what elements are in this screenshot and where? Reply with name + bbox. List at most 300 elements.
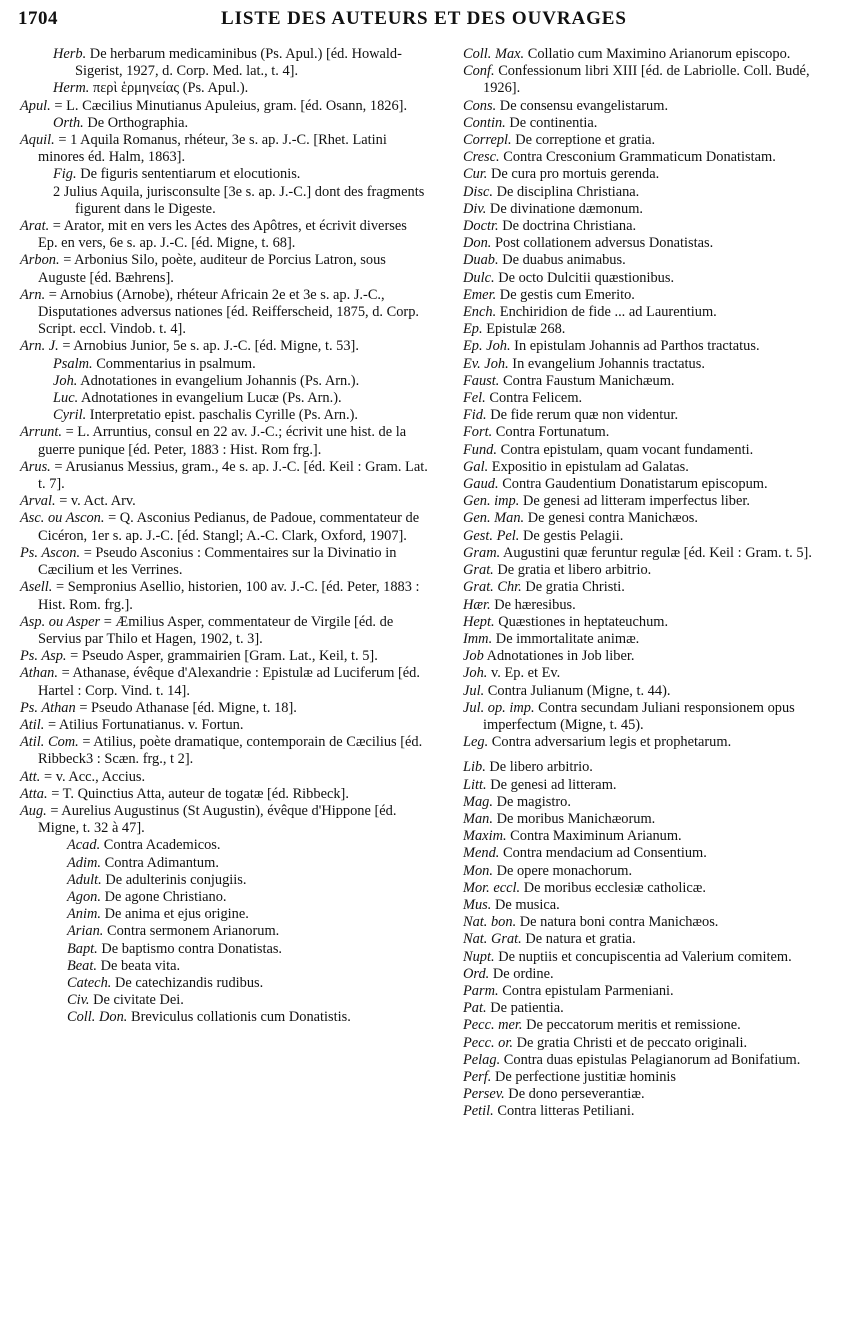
- index-entry: [463, 1069, 843, 1086]
- entry-abbreviation: Cur.: [463, 166, 488, 183]
- index-entry: [463, 201, 843, 218]
- entry-text: Contra Fortunatum.: [495, 424, 610, 441]
- entry-text: De cura pro mortuis gerenda.: [491, 166, 660, 183]
- entry-text: Contra Cresconium Grammaticum Donatistam.: [503, 149, 776, 166]
- entry-text: De agone Christiano.: [104, 888, 227, 905]
- entry-text: De patientia.: [490, 1000, 564, 1017]
- entry-text: = Atilius, poète dramatique, contemporain de Cæcilius [éd. Ribbeck3 : Scæn. frg., t 2].: [38, 734, 423, 768]
- entry-text: De natura boni contra Manichæos.: [519, 914, 719, 931]
- index-entry: [20, 356, 428, 373]
- entry-abbreviation: Parm.: [463, 982, 499, 999]
- index-entry: [20, 115, 428, 132]
- index-entry: [20, 855, 428, 872]
- entry-text: Adnotationes in evangelium Johannis (Ps. Arn.).: [80, 372, 360, 389]
- index-entry: [463, 115, 843, 132]
- index-entry: [463, 166, 843, 183]
- index-entry: [20, 184, 428, 218]
- entry-text: Contra epistulam Parmeniani.: [502, 982, 674, 999]
- index-entry: [20, 132, 428, 166]
- entry-text: De genesi ad litteram imperfectus liber.: [522, 493, 750, 510]
- index-entry: [20, 665, 428, 699]
- entry-abbreviation: Mor. eccl.: [463, 879, 521, 896]
- entry-abbreviation: Mon.: [463, 862, 493, 879]
- entry-text: De moribus ecclesiæ catholicæ.: [523, 879, 706, 896]
- entry-text: Contra adversarium legis et prophetarum.: [491, 734, 732, 751]
- entry-abbreviation: Athan.: [20, 665, 58, 682]
- entry-text: Contra litteras Petiliani.: [497, 1103, 635, 1120]
- index-entry: [463, 734, 843, 751]
- index-entry: [463, 149, 843, 166]
- entry-text: = Arator, mit en vers les Actes des Apôtres, et écrivit diverses Ep. en vers, 6e s. ap. J.-C. [éd. Migne, t. 68].: [38, 218, 407, 252]
- entry-abbreviation: Fund.: [463, 441, 497, 458]
- index-entry: [463, 828, 843, 845]
- index-entry: [463, 132, 843, 149]
- entry-abbreviation: Mus.: [463, 896, 492, 913]
- entry-abbreviation: Gaud.: [463, 476, 499, 493]
- entry-text: = L. Cæcilius Minutianus Apuleius, gram. [éd. Osann, 1826].: [54, 97, 408, 114]
- entry-text: = L. Arruntius, consul en 22 av. J.-C.; écrivit une hist. de la guerre punique [éd. Peter, 1883 : Hist. Rom frg.].: [38, 424, 407, 458]
- index-entry: [20, 459, 428, 493]
- entry-abbreviation: Anim.: [67, 906, 101, 923]
- entry-text: = 1 Aquila Romanus, rhéteur, 3e s. ap. J.-C. [Rhet. Latini minores éd. Halm, 1863].: [38, 132, 387, 166]
- entry-text: = Pseudo Asconius : Commentaires sur la Divinatio in Cæcilium et les Verrines.: [38, 544, 397, 579]
- entry-text: De libero arbitrio.: [489, 759, 593, 776]
- entry-abbreviation: Fig.: [53, 166, 77, 183]
- index-entry: [463, 966, 843, 983]
- index-entry: [20, 614, 428, 648]
- entry-text: = v. Act. Arv.: [59, 493, 136, 510]
- index-entry: [463, 983, 843, 1000]
- entry-text: Quæstiones in heptateuchum.: [498, 613, 669, 630]
- entry-abbreviation: Beat.: [67, 957, 97, 974]
- entry-text: Augustini quæ feruntur regulæ [éd. Keil : Gram. t. 5].: [503, 544, 812, 561]
- entry-abbreviation: Att.: [20, 768, 41, 785]
- entry-abbreviation: Adim.: [67, 854, 101, 871]
- entry-text: De fide rerum quæ non videntur.: [490, 407, 679, 424]
- index-entry: [20, 390, 428, 407]
- entry-abbreviation: Disc.: [463, 183, 493, 200]
- index-entry: [20, 252, 428, 286]
- entry-text: De moribus Manichæorum.: [496, 810, 656, 827]
- entry-text: Breviculus collationis cum Donatistis.: [130, 1009, 351, 1026]
- entry-abbreviation: Persev.: [463, 1086, 505, 1103]
- entry-abbreviation: Gen. imp.: [463, 493, 520, 510]
- entry-abbreviation: Lib.: [463, 759, 486, 776]
- index-entry: [463, 579, 843, 596]
- left-column: [20, 46, 428, 1027]
- index-entry: [463, 63, 843, 97]
- index-entry: [463, 510, 843, 527]
- entry-abbreviation: Orth.: [53, 114, 84, 131]
- entry-abbreviation: Coll. Don.: [67, 1009, 128, 1026]
- index-entry: [463, 459, 843, 476]
- index-entry: [463, 880, 843, 897]
- index-entry: [20, 906, 428, 923]
- entry-abbreviation: Ps. Athan: [20, 699, 76, 716]
- index-entry: [20, 700, 428, 717]
- entry-abbreviation: Contin.: [463, 114, 506, 131]
- entry-text: De gratia Christi et de peccato originali.: [516, 1034, 748, 1051]
- index-entry: [463, 493, 843, 510]
- index-entry: [20, 545, 428, 579]
- index-entry: [463, 1017, 843, 1034]
- entry-abbreviation: Herb.: [53, 46, 87, 62]
- index-entry: [463, 184, 843, 201]
- index-entry: [20, 407, 428, 424]
- index-entry: [463, 811, 843, 828]
- entry-abbreviation: Atil. Com.: [20, 734, 79, 751]
- entry-text: = Pseudo Asper, grammairien [Gram. Lat., Keil, t. 5].: [70, 648, 378, 665]
- entry-text: = Æmilius Asper, commentateur de Virgile [éd. de Servius par Thilo et Hagen, 1902, t. 3].: [38, 613, 394, 647]
- index-entry: [463, 1103, 843, 1120]
- entry-text: In epistulam Johannis ad Parthos tractatus.: [514, 338, 760, 355]
- entry-text: De anima et ejus origine.: [104, 906, 249, 923]
- entry-text: De ordine.: [492, 965, 554, 982]
- entry-abbreviation: Cyril.: [53, 407, 87, 424]
- index-entry: [463, 777, 843, 794]
- entry-abbreviation: Perf.: [463, 1068, 492, 1085]
- entry-text: Collatio cum Maximino Arianorum episcopo.: [527, 46, 791, 62]
- entry-text: De genesi ad litteram.: [490, 776, 617, 793]
- entry-text: = Athanase, évêque d'Alexandrie : Epistulæ ad Luciferum [éd. Hartel : Corp. Vind. t. 14].: [38, 665, 420, 699]
- entry-abbreviation: Pecc. mer.: [463, 1017, 523, 1034]
- index-entry: [20, 872, 428, 889]
- entry-abbreviation: Joh.: [463, 665, 488, 682]
- entry-abbreviation: Correpl.: [463, 132, 512, 149]
- index-entry: [20, 373, 428, 390]
- entry-text: De gratia Christi.: [525, 579, 625, 596]
- entry-text: Post collationem adversus Donatistas.: [495, 235, 714, 252]
- entry-text: De musica.: [495, 896, 560, 913]
- entry-abbreviation: Faust.: [463, 372, 500, 389]
- index-entry: [463, 914, 843, 931]
- entry-abbreviation: Asc. ou Ascon.: [20, 510, 105, 527]
- index-entry: [463, 897, 843, 914]
- entry-abbreviation: Ps. Asp.: [20, 648, 67, 665]
- entry-text: Contra sermonem Arianorum.: [107, 923, 280, 940]
- entry-abbreviation: Arrunt.: [20, 424, 62, 441]
- entry-abbreviation: Emer.: [463, 286, 497, 303]
- entry-text: De consensu evangelistarum.: [499, 97, 669, 114]
- entry-abbreviation: Mend.: [463, 845, 500, 862]
- entry-text: In evangelium Johannis tractatus.: [512, 355, 705, 372]
- entry-text: De continentia.: [509, 114, 598, 131]
- entry-abbreviation: Cresc.: [463, 149, 500, 166]
- index-entry: [20, 1009, 428, 1026]
- entry-text: De duabus animabus.: [502, 252, 626, 269]
- entry-text: De natura et gratia.: [525, 931, 636, 948]
- entry-text: = T. Quinctius Atta, auteur de togatæ [éd. Ribbeck].: [51, 785, 349, 802]
- index-entry: [463, 1052, 843, 1069]
- entry-abbreviation: Mag.: [463, 793, 493, 810]
- index-entry: [20, 46, 428, 80]
- entry-abbreviation: Atil.: [20, 716, 45, 733]
- entry-text: = v. Acc., Accius.: [44, 768, 146, 785]
- index-entry: [463, 98, 843, 115]
- index-entry: [20, 786, 428, 803]
- index-entry: [20, 579, 428, 613]
- page-number: 1704: [18, 8, 58, 29]
- index-entry: [463, 648, 843, 665]
- entry-text: Adnotationes in Job liber.: [486, 648, 635, 665]
- entry-text: De hæresibus.: [494, 596, 576, 613]
- index-entry: [463, 235, 843, 252]
- entry-text: Contra Academicos.: [103, 837, 221, 854]
- index-entry: [463, 304, 843, 321]
- entry-text: De magistro.: [496, 793, 571, 810]
- entry-text: v. Ep. et Ev.: [491, 665, 561, 682]
- entry-abbreviation: Dulc.: [463, 269, 495, 286]
- entry-abbreviation: Grat.: [463, 562, 494, 579]
- entry-text: Confessionum libri XIII [éd. de Labriolle. Coll. Budé, 1926].: [483, 63, 810, 97]
- entry-abbreviation: Acad.: [67, 837, 101, 854]
- entry-text: = Aurelius Augustinus (St Augustin), évêque d'Hippone [éd. Migne, t. 32 à 47].: [38, 802, 397, 837]
- entry-text: Contra Felicem.: [489, 390, 583, 407]
- entry-abbreviation: Nat. bon.: [463, 914, 517, 931]
- index-entry: [20, 803, 428, 837]
- entry-abbreviation: Ps. Ascon.: [20, 544, 81, 561]
- entry-abbreviation: Doctr.: [463, 218, 499, 235]
- entry-abbreviation: Arus.: [20, 458, 51, 475]
- entry-abbreviation: Bapt.: [67, 940, 98, 957]
- entry-text: De divinatione dæmonum.: [489, 200, 644, 217]
- entry-text: De nuptiis et concupiscentia ad Valerium comitem.: [498, 948, 792, 965]
- entry-text: De doctrina Christiana.: [502, 218, 637, 235]
- entry-text: De civitate Dei.: [93, 992, 184, 1009]
- entry-text: Contra duas epistulas Pelagianorum ad Bonifatium.: [503, 1051, 801, 1068]
- entry-abbreviation: Job: [463, 648, 484, 665]
- entry-abbreviation: Nupt.: [463, 948, 495, 965]
- entry-abbreviation: Arn. J.: [20, 338, 59, 355]
- entry-abbreviation: Atta.: [20, 785, 48, 802]
- entry-text: De adulterinis conjugiis.: [105, 871, 247, 888]
- index-entry: [463, 321, 843, 338]
- index-entry: [463, 270, 843, 287]
- index-entry: [20, 734, 428, 768]
- entry-abbreviation: Don.: [463, 235, 492, 252]
- entry-abbreviation: Adult.: [67, 871, 102, 888]
- index-entry: [463, 683, 843, 700]
- index-entry: [463, 1035, 843, 1052]
- entry-text: De disciplina Christiana.: [496, 183, 640, 200]
- index-entry: [20, 493, 428, 510]
- entry-text: De beata vita.: [100, 957, 181, 974]
- entry-text: De genesi contra Manichæos.: [527, 510, 699, 527]
- index-entry: [20, 424, 428, 458]
- index-entry: [463, 631, 843, 648]
- index-entry: [20, 287, 428, 339]
- entry-text: De herbarum medicaminibus (Ps. Apul.) [éd. Howald-Sigerist, 1927, d. Corp. Med. lat., t. 4].: [75, 46, 402, 80]
- entry-text: De correptione et gratia.: [515, 132, 656, 149]
- index-entry: [20, 510, 428, 544]
- entry-abbreviation: Fid.: [463, 407, 487, 424]
- entry-text: = Arnobius (Arnobe), rhéteur Africain 2e et 3e s. ap. J.-C., Disputationes adversus nationes [éd. Reifferscheid, 1875, d. Corp. Script. eccl. Vindob. t. 4].: [38, 286, 420, 338]
- entry-abbreviation: Arn.: [20, 286, 46, 303]
- entry-text: Commentarius in psalmum.: [96, 355, 256, 372]
- entry-text: Contra Julianum (Migne, t. 44).: [487, 682, 671, 699]
- entry-text: Contra Faustum Manichæum.: [503, 372, 675, 389]
- entry-text: = Sempronius Asellio, historien, 100 av. J.-C. [éd. Peter, 1883 : Hist. Rom. frg.].: [38, 579, 420, 613]
- entry-abbreviation: Cons.: [463, 97, 497, 114]
- index-entry: [20, 98, 428, 115]
- entry-text: Contra Gaudentium Donatistarum episcopum.: [502, 476, 768, 493]
- index-entry: [463, 665, 843, 682]
- entry-abbreviation: Fort.: [463, 424, 493, 441]
- entry-text: Epistulæ 268.: [486, 321, 566, 338]
- entry-abbreviation: Ep. Joh.: [463, 338, 511, 355]
- entry-text: 2 Julius Aquila, jurisconsulte [3e s. ap. J.-C.] dont des fragments figurent dans le Digeste.: [53, 183, 425, 217]
- entry-abbreviation: Ep.: [463, 321, 483, 338]
- entry-text: De Orthographia.: [87, 114, 189, 131]
- entry-abbreviation: Fel.: [463, 390, 486, 407]
- entry-text: Contra secundam Juliani responsionem opus imperfectum (Migne, t. 45).: [483, 699, 795, 733]
- entry-abbreviation: Agon.: [67, 888, 101, 905]
- entry-abbreviation: Jul.: [463, 682, 485, 699]
- entry-text: De peccatorum meritis et remissione.: [526, 1017, 741, 1034]
- entry-abbreviation: Gal.: [463, 458, 489, 475]
- index-entry: [463, 562, 843, 579]
- entry-text: = Q. Asconius Pedianus, de Padoue, commentateur de Cicéron, 1er s. ap. J.-C. [éd. Stangl; A.-C. Clark, Oxford, 1907].: [38, 510, 420, 544]
- entry-text: De figuris sententiarum et elocutionis.: [80, 166, 301, 183]
- index-entry: [20, 218, 428, 252]
- entry-abbreviation: Imm.: [463, 630, 493, 647]
- index-entry: [463, 759, 843, 776]
- entry-text: περὶ ἑρμηνείας (Ps. Apul.).: [92, 80, 249, 97]
- entry-abbreviation: Pelag.: [463, 1051, 501, 1068]
- index-entry: [463, 476, 843, 493]
- entry-text: Adnotationes in evangelium Lucæ (Ps. Arn.).: [81, 390, 342, 407]
- entry-text: Interpretatio epist. paschalis Cyrille (Ps. Arn.).: [89, 407, 358, 424]
- index-entry: [463, 287, 843, 304]
- index-entry: [463, 863, 843, 880]
- entry-abbreviation: Duab.: [463, 252, 499, 269]
- entry-text: De dono perseverantiæ.: [508, 1086, 645, 1103]
- entry-abbreviation: Catech.: [67, 974, 112, 991]
- entry-text: Contra Maximinum Arianum.: [510, 828, 682, 845]
- entry-abbreviation: Ench.: [463, 304, 497, 321]
- entry-text: De perfectione justitiæ hominis: [494, 1068, 677, 1085]
- index-entry: [463, 794, 843, 811]
- entry-abbreviation: Pecc. or.: [463, 1034, 513, 1051]
- entry-abbreviation: Aquil.: [20, 132, 55, 149]
- index-entry: [20, 166, 428, 183]
- entry-abbreviation: Psalm.: [53, 355, 93, 372]
- entry-text: De gestis cum Emerito.: [499, 286, 635, 303]
- entry-abbreviation: Gram.: [463, 544, 501, 561]
- entry-abbreviation: Litt.: [463, 776, 487, 793]
- entry-text: Enchiridion de fide ... ad Laurentium.: [499, 304, 717, 321]
- index-entry: [463, 528, 843, 545]
- entry-abbreviation: Grat. Chr.: [463, 579, 522, 596]
- index-entry: [463, 46, 843, 63]
- entry-abbreviation: Jul. op. imp.: [463, 699, 535, 716]
- index-entry: [463, 931, 843, 948]
- index-entry: [463, 252, 843, 269]
- index-entry: [20, 837, 428, 854]
- index-entry: [20, 717, 428, 734]
- entry-abbreviation: Pat.: [463, 1000, 487, 1017]
- index-entry: [20, 80, 428, 97]
- entry-abbreviation: Luc.: [53, 390, 79, 407]
- entry-text: = Pseudo Athanase [éd. Migne, t. 18].: [79, 699, 297, 716]
- index-entry: [463, 700, 843, 734]
- entry-text: De gestis Pelagii.: [522, 527, 624, 544]
- entry-text: De catechizandis rudibus.: [114, 974, 264, 991]
- running-header: [0, 8, 858, 38]
- entry-abbreviation: Asell.: [20, 579, 53, 596]
- entry-abbreviation: Div.: [463, 200, 487, 217]
- index-entry: [463, 407, 843, 424]
- entry-text: Expositio in epistulam ad Galatas.: [491, 458, 689, 475]
- entry-abbreviation: Arval.: [20, 493, 56, 510]
- entry-abbreviation: Man.: [463, 810, 493, 827]
- running-title: LISTE DES AUTEURS ET DES OUVRAGES: [221, 8, 627, 29]
- index-entry: [463, 390, 843, 407]
- entry-abbreviation: Arian.: [67, 923, 104, 940]
- index-entry: [20, 958, 428, 975]
- index-entry: [20, 648, 428, 665]
- index-entry: [463, 442, 843, 459]
- index-entry: [463, 614, 843, 631]
- index-entry: [463, 218, 843, 235]
- entry-abbreviation: Hær.: [463, 596, 491, 613]
- entry-abbreviation: Gen. Man.: [463, 510, 525, 527]
- entry-abbreviation: Apul.: [20, 97, 51, 114]
- entry-abbreviation: Gest. Pel.: [463, 527, 520, 544]
- entry-abbreviation: Leg.: [463, 734, 489, 751]
- index-entry: [463, 1000, 843, 1017]
- entry-abbreviation: Aug.: [20, 802, 47, 819]
- entry-abbreviation: Joh.: [53, 372, 78, 389]
- entry-text: De immortalitate animæ.: [495, 630, 640, 647]
- index-entry: [463, 424, 843, 441]
- index-entry: [463, 545, 843, 562]
- index-entry: [463, 373, 843, 390]
- entry-text: De gratia et libero arbitrio.: [497, 562, 652, 579]
- entry-abbreviation: Civ.: [67, 992, 90, 1009]
- right-column: [463, 46, 843, 1121]
- entry-abbreviation: Ev. Joh.: [463, 355, 509, 372]
- entry-text: De opere monachorum.: [496, 862, 633, 879]
- entry-abbreviation: Herm.: [53, 80, 90, 97]
- entry-text: De baptismo contra Donatistas.: [101, 940, 283, 957]
- index-entry: [20, 975, 428, 992]
- index-entry: [463, 1086, 843, 1103]
- entry-abbreviation: Hept.: [463, 613, 495, 630]
- entry-text: = Arnobius Junior, 5e s. ap. J.-C. [éd. Migne, t. 53].: [62, 338, 359, 355]
- index-entry: [463, 338, 843, 355]
- entry-abbreviation: Arbon.: [20, 252, 60, 269]
- index-entry: [463, 356, 843, 373]
- entry-abbreviation: Petil.: [463, 1103, 494, 1120]
- entry-text: = Arusianus Messius, gram., 4e s. ap. J.-C. [éd. Keil : Gram. Lat. t. 7].: [38, 458, 428, 493]
- index-entry: [20, 889, 428, 906]
- index-entry: [463, 949, 843, 966]
- entry-text: = Arbonius Silo, poète, auditeur de Porcius Latron, sous Auguste [éd. Bæhrens].: [38, 252, 386, 286]
- entry-text: De octo Dulcitii quæstionibus.: [498, 269, 675, 286]
- index-entry: [20, 941, 428, 958]
- entry-text: Contra mendacium ad Consentium.: [502, 845, 707, 862]
- entry-abbreviation: Asp. ou Asper: [20, 613, 101, 630]
- index-entry: [20, 923, 428, 940]
- entry-text: Contra Adimantum.: [104, 854, 219, 871]
- index-entry: [20, 769, 428, 786]
- entry-abbreviation: Arat.: [20, 218, 50, 235]
- entry-text: Contra epistulam, quam vocant fundamenti.: [500, 441, 754, 458]
- index-entry: [463, 845, 843, 862]
- entry-abbreviation: Coll. Max.: [463, 46, 525, 62]
- index-entry: [20, 338, 428, 355]
